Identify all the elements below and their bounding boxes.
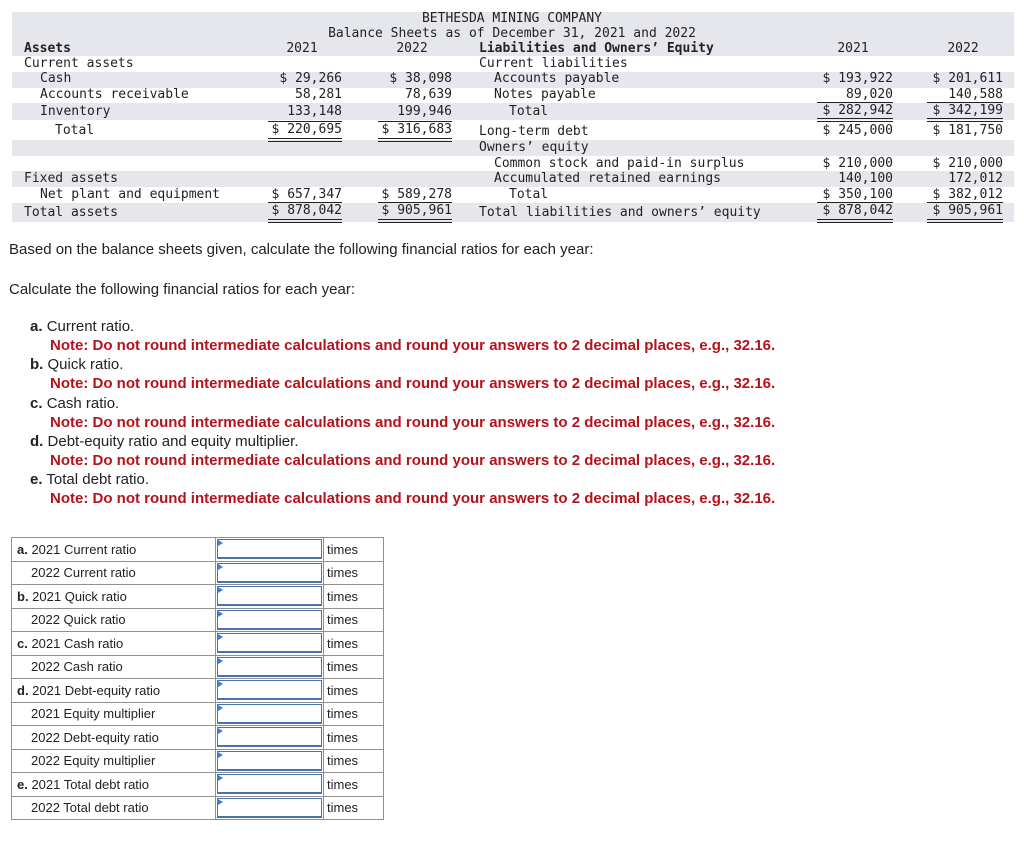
answer-unit: times	[324, 702, 384, 726]
answer-input[interactable]	[217, 563, 322, 583]
answer-row	[12, 702, 384, 726]
answer-row	[12, 679, 384, 703]
answer-unit: times	[324, 538, 384, 562]
answer-cell	[216, 608, 324, 632]
item-letter: e.	[30, 471, 43, 489]
item-text: Total debt ratio.	[46, 471, 149, 489]
cs-label: Common stock and paid-in surplus	[494, 156, 745, 171]
answer-label	[12, 585, 216, 609]
double-rule	[378, 219, 452, 223]
liabilities-header: Liabilities and Owners’ Equity	[479, 41, 714, 56]
input-marker-icon	[218, 611, 223, 617]
current-assets-total-2022: $ 316,683	[381, 122, 452, 137]
answer-unit: times	[324, 561, 384, 585]
answer-label-text: 2022 Current ratio	[31, 565, 136, 581]
sheet-subtitle: Balance Sheets as of December 31, 2021 and 2022	[328, 26, 696, 41]
ar-label: Accounts receivable	[40, 87, 189, 102]
are-2021: 140,100	[838, 171, 893, 186]
answer-unit: times	[324, 585, 384, 609]
answer-letter: c.	[17, 635, 28, 651]
answer-label	[12, 608, 216, 632]
answer-input[interactable]	[217, 539, 322, 559]
answer-input[interactable]	[217, 586, 322, 606]
total-assets-2022: $ 905,961	[381, 203, 452, 218]
are-2022: 172,012	[948, 171, 1003, 186]
item-text: Quick ratio.	[47, 356, 124, 374]
answer-unit: times	[324, 655, 384, 679]
answer-input[interactable]	[217, 657, 322, 677]
question-item	[30, 471, 149, 488]
answer-unit: times	[324, 796, 384, 820]
item-letter: d.	[30, 432, 44, 450]
total-assets-label: Total assets	[24, 205, 118, 220]
year-2022-left: 2022	[396, 41, 428, 56]
input-marker-icon	[218, 540, 223, 546]
answer-unit: times	[324, 679, 384, 703]
input-marker-icon	[218, 634, 223, 640]
answer-cell	[216, 749, 324, 773]
ap-label: Accounts payable	[494, 71, 620, 86]
np-label: Notes payable	[494, 87, 596, 102]
answer-label	[12, 749, 216, 773]
current-assets-label: Current assets	[24, 56, 134, 71]
input-marker-icon	[218, 681, 223, 687]
tle-label: Total liabilities and owners’ equity	[479, 205, 761, 220]
answer-row	[12, 538, 384, 562]
answer-label	[12, 655, 216, 679]
answer-cell	[216, 679, 324, 703]
current-liab-total-2021: $ 282,942	[822, 103, 893, 118]
answer-unit: times	[324, 726, 384, 750]
np-2022: 140,588	[948, 87, 1003, 102]
ap-2021: $ 193,922	[822, 71, 893, 86]
inventory-2021: 133,148	[287, 104, 342, 119]
question-item	[30, 395, 119, 412]
inventory-label: Inventory	[40, 104, 111, 119]
inventory-2022: 199,946	[397, 104, 452, 119]
input-marker-icon	[218, 587, 223, 593]
answer-label-text: 2021 Quick ratio	[28, 588, 127, 604]
question-intro: Based on the balance sheets given, calculate the following financial ratios for each year:	[9, 241, 594, 258]
cs-2021: $ 210,000	[822, 156, 893, 171]
input-marker-icon	[218, 728, 223, 734]
cash-2022: $ 38,098	[389, 71, 452, 86]
answer-cell	[216, 538, 324, 562]
answer-label-text: 2022 Debt-equity ratio	[31, 729, 159, 745]
oe-total-2021: $ 350,100	[822, 187, 893, 202]
answer-cell	[216, 655, 324, 679]
answer-cell	[216, 561, 324, 585]
answer-unit: times	[324, 632, 384, 656]
answer-cell	[216, 632, 324, 656]
rounding-note: Note: Do not round intermediate calculations and round your answers to 2 decimal places, e.g., 32.16.	[50, 490, 776, 508]
double-rule	[927, 118, 1003, 122]
answer-table	[11, 537, 384, 820]
answer-label-text: 2021 Total debt ratio	[27, 776, 150, 792]
question-item	[30, 433, 298, 450]
item-letter: a.	[30, 318, 43, 335]
answer-label-text: 2021 Equity multiplier	[31, 706, 156, 722]
answer-row	[12, 796, 384, 820]
item-text: Cash ratio.	[46, 394, 120, 412]
answer-cell	[216, 585, 324, 609]
answer-input[interactable]	[217, 610, 322, 630]
double-rule	[268, 138, 342, 142]
item-text: Debt-equity ratio and equity multiplier.	[47, 432, 299, 450]
answer-label	[12, 632, 216, 656]
current-liab-total-label: Total	[509, 104, 549, 119]
answer-input[interactable]	[217, 704, 322, 724]
fixed-assets-label: Fixed assets	[24, 171, 118, 186]
answer-input[interactable]	[217, 798, 322, 818]
answer-input[interactable]	[217, 633, 322, 653]
np-2021: 89,020	[846, 87, 893, 102]
rounding-note: Note: Do not round intermediate calculations and round your answers to 2 decimal places, e.g., 32.16.	[50, 413, 776, 431]
answer-input[interactable]	[217, 774, 322, 794]
ltd-label: Long-term debt	[479, 124, 589, 139]
answer-label	[12, 679, 216, 703]
question-item	[30, 318, 134, 335]
current-assets-total-label: Total	[55, 123, 95, 138]
assets-header: Assets	[24, 41, 71, 56]
answer-input[interactable]	[217, 727, 322, 747]
input-marker-icon	[218, 658, 223, 664]
balance-sheet	[0, 0, 1024, 230]
answer-label	[12, 726, 216, 750]
answer-label	[12, 702, 216, 726]
input-marker-icon	[218, 775, 223, 781]
double-rule	[378, 138, 452, 142]
item-letter: b.	[30, 356, 44, 374]
ar-2021: 58,281	[295, 87, 342, 102]
answer-row	[12, 726, 384, 750]
answer-cell	[216, 726, 324, 750]
sheet-title: BETHESDA MINING COMPANY	[421, 11, 602, 26]
total-assets-2021: $ 878,042	[271, 203, 342, 218]
input-marker-icon	[218, 799, 223, 805]
answer-unit: times	[324, 773, 384, 797]
rounding-note: Note: Do not round intermediate calculations and round your answers to 2 decimal places, e.g., 32.16.	[50, 451, 776, 469]
answer-letter: b.	[17, 588, 29, 604]
cash-label: Cash	[40, 71, 72, 86]
answer-row	[12, 655, 384, 679]
answer-input[interactable]	[217, 751, 322, 771]
year-2021-right: 2021	[837, 41, 869, 56]
npe-label: Net plant and equipment	[40, 187, 221, 202]
input-marker-icon	[218, 564, 223, 570]
answer-letter: d.	[17, 682, 29, 698]
tle-2022: $ 905,961	[932, 203, 1003, 218]
double-rule	[268, 219, 342, 223]
answer-cell	[216, 702, 324, 726]
answer-letter: e.	[17, 776, 28, 792]
answer-cell	[216, 773, 324, 797]
are-label: Accumulated retained earnings	[494, 171, 721, 186]
answer-label-text: 2021 Current ratio	[27, 541, 137, 557]
input-marker-icon	[218, 705, 223, 711]
answer-label	[12, 561, 216, 585]
answer-label-text: 2022 Total debt ratio	[31, 800, 149, 816]
rounding-note: Note: Do not round intermediate calculations and round your answers to 2 decimal places, e.g., 32.16.	[50, 337, 776, 354]
answer-row	[12, 749, 384, 773]
answer-label-text: 2021 Debt-equity ratio	[28, 682, 161, 698]
ar-2022: 78,639	[405, 87, 452, 102]
answer-label	[12, 796, 216, 820]
answer-row	[12, 608, 384, 632]
input-marker-icon	[218, 752, 223, 758]
answer-unit: times	[324, 608, 384, 632]
answer-row	[12, 561, 384, 585]
owners-equity-label: Owners’ equity	[479, 140, 589, 155]
npe-2021: $ 657,347	[271, 187, 342, 202]
cash-2021: $ 29,266	[279, 71, 342, 86]
question-instruction: Calculate the following financial ratios for each year:	[9, 281, 356, 298]
year-2022-right: 2022	[947, 41, 979, 56]
ltd-2022: $ 181,750	[932, 123, 1003, 138]
year-2021-left: 2021	[286, 41, 318, 56]
rounding-note: Note: Do not round intermediate calculations and round your answers to 2 decimal places, e.g., 32.16.	[50, 375, 776, 393]
answer-label-text: 2022 Equity multiplier	[31, 753, 156, 769]
answer-label	[12, 773, 216, 797]
oe-total-label: Total	[509, 187, 549, 202]
double-rule	[927, 219, 1003, 223]
answer-label	[12, 538, 216, 562]
ltd-2021: $ 245,000	[822, 123, 893, 138]
question-item	[30, 356, 123, 373]
tle-2021: $ 878,042	[822, 203, 893, 218]
current-liabilities-label: Current liabilities	[479, 56, 628, 71]
current-liab-total-2022: $ 342,199	[932, 103, 1003, 118]
answer-row	[12, 585, 384, 609]
answer-row	[12, 773, 384, 797]
answer-label-text: 2022 Quick ratio	[31, 612, 126, 628]
oe-total-2022: $ 382,012	[932, 187, 1003, 202]
answer-unit: times	[324, 749, 384, 773]
answer-label-text: 2022 Cash ratio	[31, 659, 123, 675]
ap-2022: $ 201,611	[932, 71, 1003, 86]
item-text: Current ratio.	[46, 318, 135, 335]
answer-cell	[216, 796, 324, 820]
answer-letter: a.	[17, 541, 28, 557]
current-assets-total-2021: $ 220,695	[271, 122, 342, 137]
answer-label-text: 2021 Cash ratio	[27, 635, 124, 651]
answer-input[interactable]	[217, 680, 322, 700]
item-letter: c.	[30, 394, 43, 412]
cs-2022: $ 210,000	[932, 156, 1003, 171]
double-rule	[817, 219, 893, 223]
npe-2022: $ 589,278	[381, 187, 452, 202]
answer-row	[12, 632, 384, 656]
double-rule	[817, 118, 893, 122]
